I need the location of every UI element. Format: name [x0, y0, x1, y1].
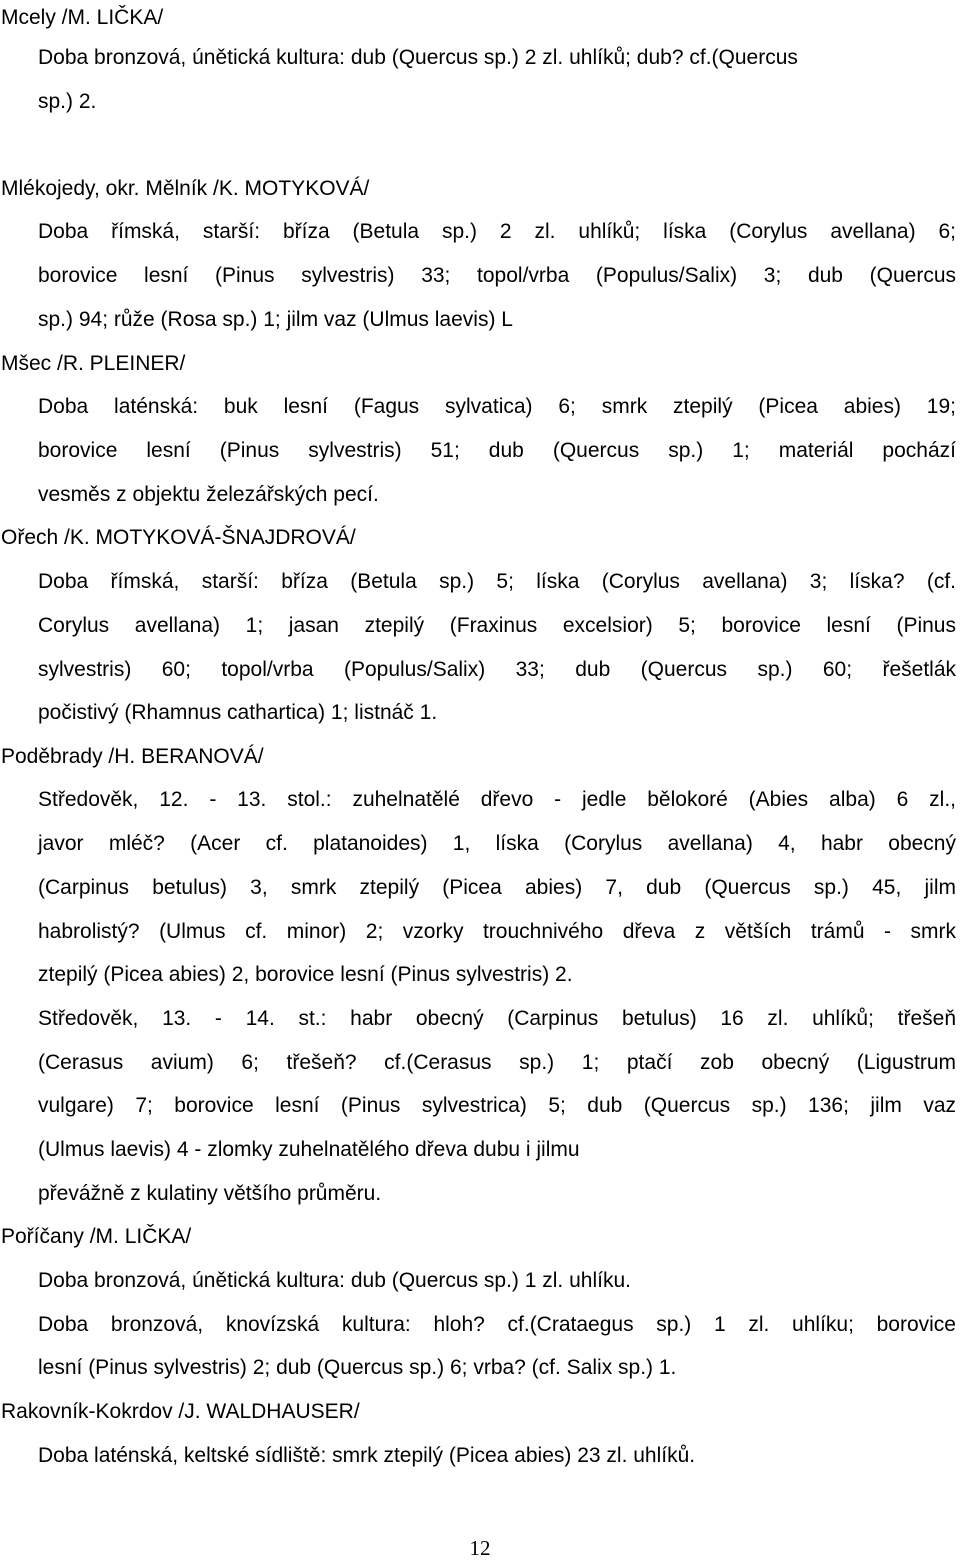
text-line: lesní (Pinus sylvestris) 2; dub (Quercus sp.) 6; vrba? (cf. Salix sp.) 1. — [38, 1356, 677, 1379]
text-line: počistivý (Rhamnus cathartica) 1; listnáč 1. — [38, 701, 438, 724]
site-heading: Mlékojedy, okr. Mělník /K. MOTYKOVÁ/ — [1, 177, 370, 200]
text-line: Doba bronzová, únětická kultura: dub (Quercus sp.) 2 zl. uhlíků; dub? cf.(Quercus — [38, 46, 798, 69]
text-line: ztepilý (Picea abies) 2, borovice lesní (Pinus sylvestris) 2. — [38, 963, 573, 986]
text-line: Doba římská, starší: bříza (Betula sp.) 5; líska (Corylus avellana) 3; líska? (cf. — [38, 570, 956, 593]
site-heading: Poděbrady /H. BERANOVÁ/ — [1, 745, 264, 768]
text-line: (Cerasus avium) 6; třešeň? cf.(Cerasus sp.) 1; ptačí zob obecný (Ligustrum — [38, 1051, 956, 1074]
text-line: (Carpinus betulus) 3, smrk ztepilý (Picea abies) 7, dub (Quercus sp.) 45, jilm — [38, 876, 956, 899]
text-line: převážně z kulatiny většího průměru. — [38, 1182, 382, 1205]
text-line: habrolistý? (Ulmus cf. minor) 2; vzorky trouchnivého dřeva z větších trámů - smrk — [38, 920, 956, 943]
text-line: Doba bronzová, knovízská kultura: hloh? cf.(Crataegus sp.) 1 zl. uhlíku; borovice — [38, 1313, 956, 1336]
text-line: borovice lesní (Pinus sylvestris) 33; topol/vrba (Populus/Salix) 3; dub (Quercus — [38, 264, 956, 287]
text-line: sp.) 94; růže (Rosa sp.) 1; jilm vaz (Ulmus laevis) L — [38, 308, 513, 331]
text-line: borovice lesní (Pinus sylvestris) 51; dub (Quercus sp.) 1; materiál pochází — [38, 439, 956, 462]
site-heading: Mšec /R. PLEINER/ — [1, 352, 186, 375]
text-line: Středověk, 13. - 14. st.: habr obecný (Carpinus betulus) 16 zl. uhlíků; třešeň — [38, 1007, 956, 1030]
text-line: vesměs z objektu železářských pecí. — [38, 483, 379, 506]
text-line: Doba bronzová, únětická kultura: dub (Quercus sp.) 1 zl. uhlíku. — [38, 1269, 631, 1292]
site-heading: Mcely /M. LIČKA/ — [1, 6, 164, 29]
text-line: Corylus avellana) 1; jasan ztepilý (Fraxinus excelsior) 5; borovice lesní (Pinus — [38, 614, 956, 637]
site-heading: Poříčany /M. LIČKA/ — [1, 1225, 192, 1248]
text-line: (Ulmus laevis) 4 - zlomky zuhelnatělého dřeva dubu i jilmu — [38, 1138, 580, 1161]
page-number: 12 — [469, 1536, 491, 1560]
site-heading: Ořech /K. MOTYKOVÁ-ŠNAJDROVÁ/ — [1, 526, 356, 549]
text-line: Doba laténská, keltské sídliště: smrk ztepilý (Picea abies) 23 zl. uhlíků. — [38, 1444, 696, 1467]
text-line: vulgare) 7; borovice lesní (Pinus sylvestrica) 5; dub (Quercus sp.) 136; jilm vaz — [38, 1094, 956, 1117]
text-line: Doba římská, starší: bříza (Betula sp.) 2 zl. uhlíků; líska (Corylus avellana) 6; — [38, 220, 956, 243]
text-line: Doba laténská: buk lesní (Fagus sylvatica) 6; smrk ztepilý (Picea abies) 19; — [38, 395, 956, 418]
text-line: sylvestris) 60; topol/vrba (Populus/Salix) 33; dub (Quercus sp.) 60; řešetlák — [38, 658, 956, 681]
site-heading: Rakovník-Kokrdov /J. WALDHAUSER/ — [1, 1400, 360, 1423]
text-line: javor mléč? (Acer cf. platanoides) 1, líska (Corylus avellana) 4, habr obecný — [38, 832, 956, 855]
text-line: Středověk, 12. - 13. stol.: zuhelnatělé dřevo - jedle bělokoré (Abies alba) 6 zl., — [38, 788, 956, 811]
text-line: sp.) 2. — [38, 90, 97, 113]
